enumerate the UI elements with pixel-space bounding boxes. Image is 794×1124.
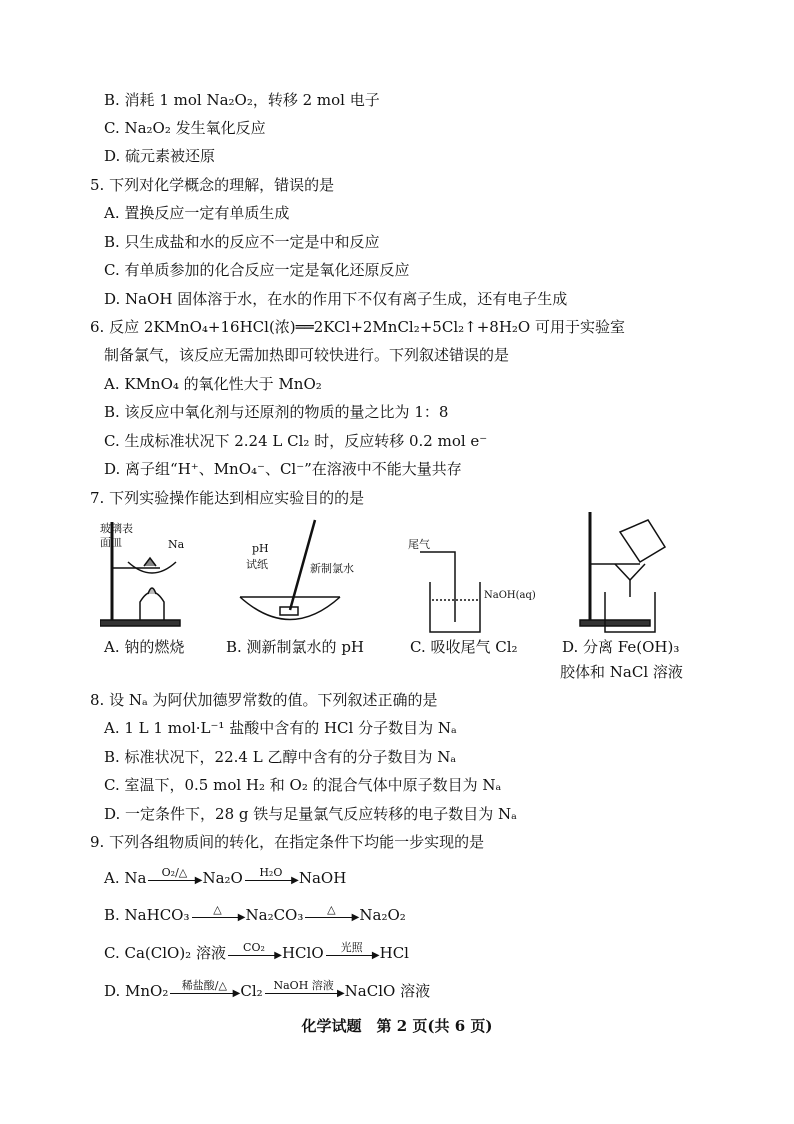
- fig-c-label-1: 尾气: [408, 538, 430, 551]
- q9-d-start: D. MnO₂: [104, 982, 169, 1000]
- sodium-piece: [144, 558, 156, 566]
- stand-base-a: [100, 620, 180, 626]
- q6-option-d: D. 离子组“H⁺、MnO₄⁻、Cl⁻”在溶液中不能大量共存: [104, 460, 462, 478]
- fig-a-label-2: 面皿: [100, 536, 122, 549]
- q9-a-cond1: O₂/△: [161, 866, 188, 879]
- q9-option-b: [104, 905, 406, 926]
- q9-c-arrow1: CO₂ ▶: [226, 944, 282, 964]
- q9-b-end: Na₂O₂: [359, 906, 406, 924]
- q4-option-c: C. Na₂O₂ 发生氧化反应: [104, 119, 266, 137]
- flame: [148, 588, 156, 594]
- q9-d-cond1: 稀盐酸/△: [181, 979, 227, 992]
- q7-caption-d-line1: D. 分离 Fe(OH)₃: [562, 638, 680, 656]
- q9-a-arrow2: H₂O ▶: [243, 869, 299, 889]
- q9-a-arrow1: O₂/△ ▶: [146, 869, 202, 889]
- pouring-beaker: [620, 520, 665, 562]
- funnel: [615, 564, 645, 580]
- q5-option-d: D. NaOH 固体溶于水，在水的作用下不仅有离子生成，还有电子生成: [104, 290, 568, 308]
- q9-c-arrow2: 光照 ▶: [324, 944, 380, 964]
- q9-c-cond1: CO₂: [243, 941, 265, 954]
- page-footer: 化学试题 第 2 页(共 6 页): [301, 1017, 493, 1035]
- q5-option-c: C. 有单质参加的化合反应一定是氧化还原反应: [104, 261, 410, 279]
- q9-d-arrow1: 稀盐酸/△ ▶: [168, 982, 240, 1002]
- q8-option-a: A. 1 L 1 mol·L⁻¹ 盐酸中含有的 HCl 分子数目为 Nₐ: [104, 719, 457, 737]
- q7-caption-a: A. 钠的燃烧: [104, 638, 185, 656]
- q9-a-cond2: H₂O: [259, 866, 283, 879]
- q9-a-end: NaOH: [298, 869, 347, 887]
- q9-a-mid: Na₂O: [202, 869, 243, 887]
- alcohol-lamp: [140, 592, 164, 620]
- q9-b-arrow2: △ ▶: [303, 906, 359, 926]
- ph-paper: [280, 607, 298, 615]
- q7-apparatus-drawing: [100, 512, 740, 642]
- q7-stem: 7. 下列实验操作能达到相应实验目的的是: [90, 489, 365, 507]
- q6-stem-line2: 制备氯气，该反应无需加热即可较快进行。下列叙述错误的是: [104, 346, 510, 364]
- fig-b-label-1: pH: [252, 542, 269, 555]
- q4-option-b: B. 消耗 1 mol Na₂O₂，转移 2 mol 电子: [104, 91, 380, 109]
- q8-option-b: B. 标准状况下，22.4 L 乙醇中含有的分子数目为 Nₐ: [104, 748, 457, 766]
- q9-b-cond2: △: [327, 903, 336, 916]
- fig-a-label-3: Na: [168, 538, 185, 551]
- q7-caption-c: C. 吸收尾气 Cl₂: [410, 638, 518, 656]
- q9-d-end: NaClO 溶液: [344, 982, 431, 1000]
- q9-b-mid: Na₂CO₃: [245, 906, 304, 924]
- q6-stem-line1: 6. 反应 2KMnO₄+16HCl(浓)══2KCl+2MnCl₂+5Cl₂↑+8H₂O 可用于实验室: [90, 318, 625, 336]
- q4-option-d: D. 硫元素被还原: [104, 147, 216, 165]
- fig-b-label-3: 新制氯水: [310, 562, 354, 575]
- q9-b-cond1: △: [213, 903, 222, 916]
- fig-c-label-2: NaOH(aq): [484, 590, 536, 601]
- fig-b-label-2: 试纸: [246, 558, 268, 571]
- q9-option-a: [104, 868, 346, 889]
- q9-c-cond2: 光照: [340, 941, 363, 954]
- q8-option-c: C. 室温下，0.5 mol H₂ 和 O₂ 的混合气体中原子数目为 Nₐ: [104, 776, 502, 794]
- q6-option-b: B. 该反应中氧化剂与还原剂的物质的量之比为 1：8: [104, 403, 449, 421]
- q9-c-start: C. Ca(ClO)₂ 溶液: [104, 944, 226, 962]
- q9-d-cond2: NaOH 溶液: [273, 979, 334, 992]
- q9-stem: 9. 下列各组物质间的转化，在指定条件下均能一步实现的是: [90, 833, 485, 851]
- q5-option-a: A. 置换反应一定有单质生成: [104, 204, 290, 222]
- stand-base-d: [580, 620, 650, 626]
- q7-caption-d-line2: 胶体和 NaCl 溶液: [560, 663, 683, 681]
- q9-option-d: [104, 981, 430, 1002]
- q9-a-start: A. Na: [104, 869, 147, 887]
- q8-stem: 8. 设 Nₐ 为阿伏加德罗常数的值。下列叙述正确的是: [90, 691, 438, 709]
- q9-d-arrow2: NaOH 溶液 ▶: [263, 982, 345, 1002]
- q5-stem: 5. 下列对化学概念的理解，错误的是: [90, 176, 335, 194]
- q9-c-end: HCl: [379, 944, 409, 962]
- q6-option-a: A. KMnO₄ 的氧化性大于 MnO₂: [104, 375, 322, 393]
- q6-option-c: C. 生成标准状况下 2.24 L Cl₂ 时，反应转移 0.2 mol e⁻: [104, 432, 488, 450]
- q5-option-b: B. 只生成盐和水的反应不一定是中和反应: [104, 233, 380, 251]
- q7-apparatus-figures: [100, 512, 740, 642]
- q9-b-arrow1: △ ▶: [190, 906, 246, 926]
- gas-tube: [420, 552, 455, 622]
- q9-option-c: [104, 943, 409, 964]
- q8-option-d: D. 一定条件下，28 g 铁与足量氯气反应转移的电子数目为 Nₐ: [104, 805, 517, 823]
- q9-b-start: B. NaHCO₃: [104, 906, 190, 924]
- q9-c-mid: HClO: [281, 944, 324, 962]
- q7-caption-b: B. 测新制氯水的 pH: [226, 638, 365, 656]
- q9-d-mid: Cl₂: [240, 982, 263, 1000]
- fig-a-label-1: 玻璃表: [100, 522, 133, 535]
